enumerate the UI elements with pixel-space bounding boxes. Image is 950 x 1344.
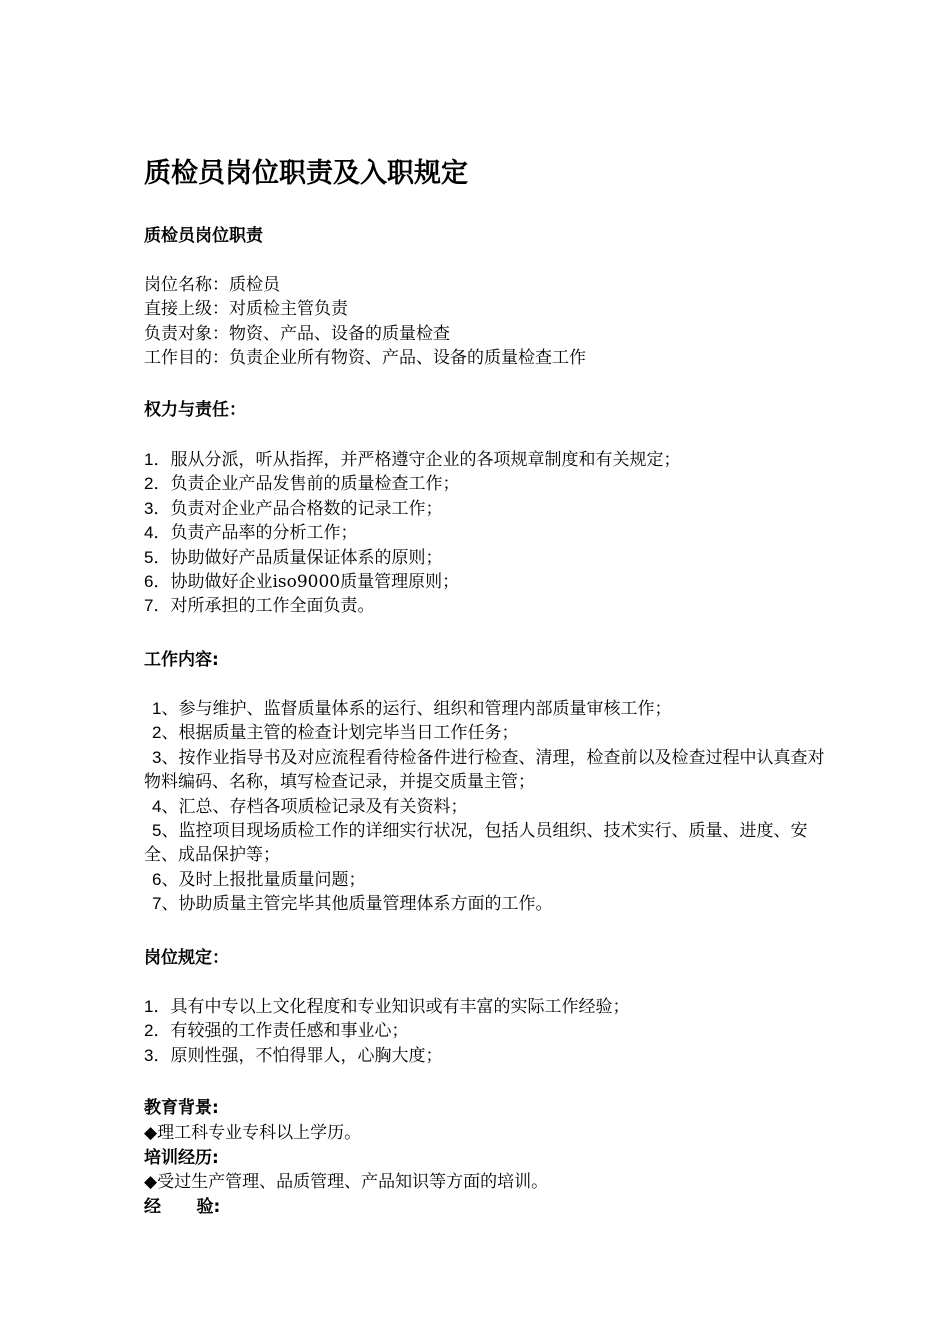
item-text: 负责企业产品发售前的质量检查工作； xyxy=(170,474,460,495)
list-item xyxy=(144,546,834,570)
list-item xyxy=(144,448,834,472)
job-info-name xyxy=(144,273,834,297)
job-info-superior xyxy=(144,297,834,321)
item-number: 1． xyxy=(144,997,171,1016)
field-value: 物资、产品、设备的质量检查 xyxy=(229,323,450,344)
training-heading: 培训经历: xyxy=(144,1148,219,1168)
item-number: 5． xyxy=(144,547,171,567)
list-item xyxy=(144,1044,834,1068)
job-info-purpose xyxy=(144,346,834,370)
list-item xyxy=(144,521,834,545)
item-number: 7． xyxy=(144,596,171,616)
item-number: 4． xyxy=(144,523,171,543)
item-number: 2． xyxy=(144,474,171,494)
item-number: 1 xyxy=(152,699,162,718)
item-text: 具有中专以上文化程度和专业知识或有丰富的实际工作经验； xyxy=(170,997,630,1017)
field-value: 对质检主管负责 xyxy=(229,299,348,320)
list-item xyxy=(144,697,834,721)
list-item xyxy=(144,594,834,618)
work-content-list xyxy=(144,697,834,917)
item-text: 协助做好企业iso9000质量管理原则； xyxy=(170,572,460,593)
item-number: 2． xyxy=(144,1021,171,1041)
item-number: 4 xyxy=(152,796,162,816)
item-text: 原则性强，不怕得罪人，心胸大度； xyxy=(170,1045,443,1066)
item-text: 服从分派，听从指挥，并严格遵守企业的各项规章制度和有关规定； xyxy=(170,450,681,470)
education-text: ◆理工科专业专科以上学历。 xyxy=(144,1123,362,1143)
item-number: 6． xyxy=(144,572,171,592)
item-text: 有较强的工作责任感和事业心； xyxy=(170,1021,409,1042)
item-text: 负责对企业产品合格数的记录工作； xyxy=(170,498,443,519)
item-text: 、汇总、存档各项质检记录及有关资料； xyxy=(161,796,468,817)
item-number: 5 xyxy=(152,821,162,841)
list-item xyxy=(144,1019,834,1043)
experience-heading: 经 验: xyxy=(144,1197,221,1217)
item-text: 对所承担的工作全面负责。 xyxy=(170,596,375,617)
item-number: 7 xyxy=(152,894,162,914)
item-text: 、协助质量主管完毕其他质量管理体系方面的工作。 xyxy=(161,894,553,915)
job-info-block xyxy=(144,273,834,371)
authority-list xyxy=(144,448,834,619)
item-text: 、按作业指导书及对应流程看待检备件进行检查、清理，检查前以及检查过程中认真查对物料编码、名称，填写检查记录，并提交质量主管； xyxy=(144,747,825,793)
field-label: 岗位名称： xyxy=(144,275,229,295)
training-text: ◆受过生产管理、品质管理、产品知识等方面的培训。 xyxy=(144,1172,549,1192)
list-item xyxy=(144,819,834,868)
job-info-target xyxy=(144,322,834,346)
item-text: 、参与维护、监督质量体系的运行、组织和管理内部质量审核工作； xyxy=(161,699,672,719)
work-content-heading: 工作内容: xyxy=(144,650,219,670)
field-label: 负责对象： xyxy=(144,323,229,344)
duties-heading: 质检员岗位职责 xyxy=(144,226,263,246)
item-number: 3． xyxy=(144,1045,171,1065)
field-value: 质检员 xyxy=(229,275,280,295)
list-item xyxy=(144,472,834,496)
list-item xyxy=(144,746,834,795)
item-text: 负责产品率的分析工作； xyxy=(170,523,358,544)
item-text: 、根据质量主管的检查计划完毕当日工作任务； xyxy=(161,723,519,744)
item-text: 协助做好产品质量保证体系的原则； xyxy=(170,547,443,568)
list-item xyxy=(144,795,834,819)
item-number: 6 xyxy=(152,869,162,889)
field-label: 直接上级： xyxy=(144,299,229,320)
item-number: 2 xyxy=(152,723,162,743)
list-item xyxy=(144,497,834,521)
document-title: 质检员岗位职责及入职规定 xyxy=(144,158,468,189)
education-heading: 教育背景: xyxy=(144,1098,219,1118)
item-number: 3． xyxy=(144,498,171,518)
requirements-list xyxy=(144,995,834,1068)
authority-heading: 权力与责任： xyxy=(144,400,246,420)
list-item xyxy=(144,995,834,1019)
item-text: 、监控项目现场质检工作的详细实行状况，包括人员组织、技术实行、质量、进度、安全、成品保护等； xyxy=(144,821,808,866)
list-item xyxy=(144,892,834,916)
requirements-heading: 岗位规定： xyxy=(144,948,229,968)
list-item xyxy=(144,570,834,594)
field-label: 工作目的： xyxy=(144,348,229,369)
field-value: 负责企业所有物资、产品、设备的质量检查工作 xyxy=(229,348,586,369)
item-text: 、及时上报批量质量问题； xyxy=(161,869,366,890)
item-number: 3 xyxy=(152,747,162,767)
list-item xyxy=(144,868,834,892)
list-item xyxy=(144,721,834,745)
item-number: 1． xyxy=(144,450,171,469)
